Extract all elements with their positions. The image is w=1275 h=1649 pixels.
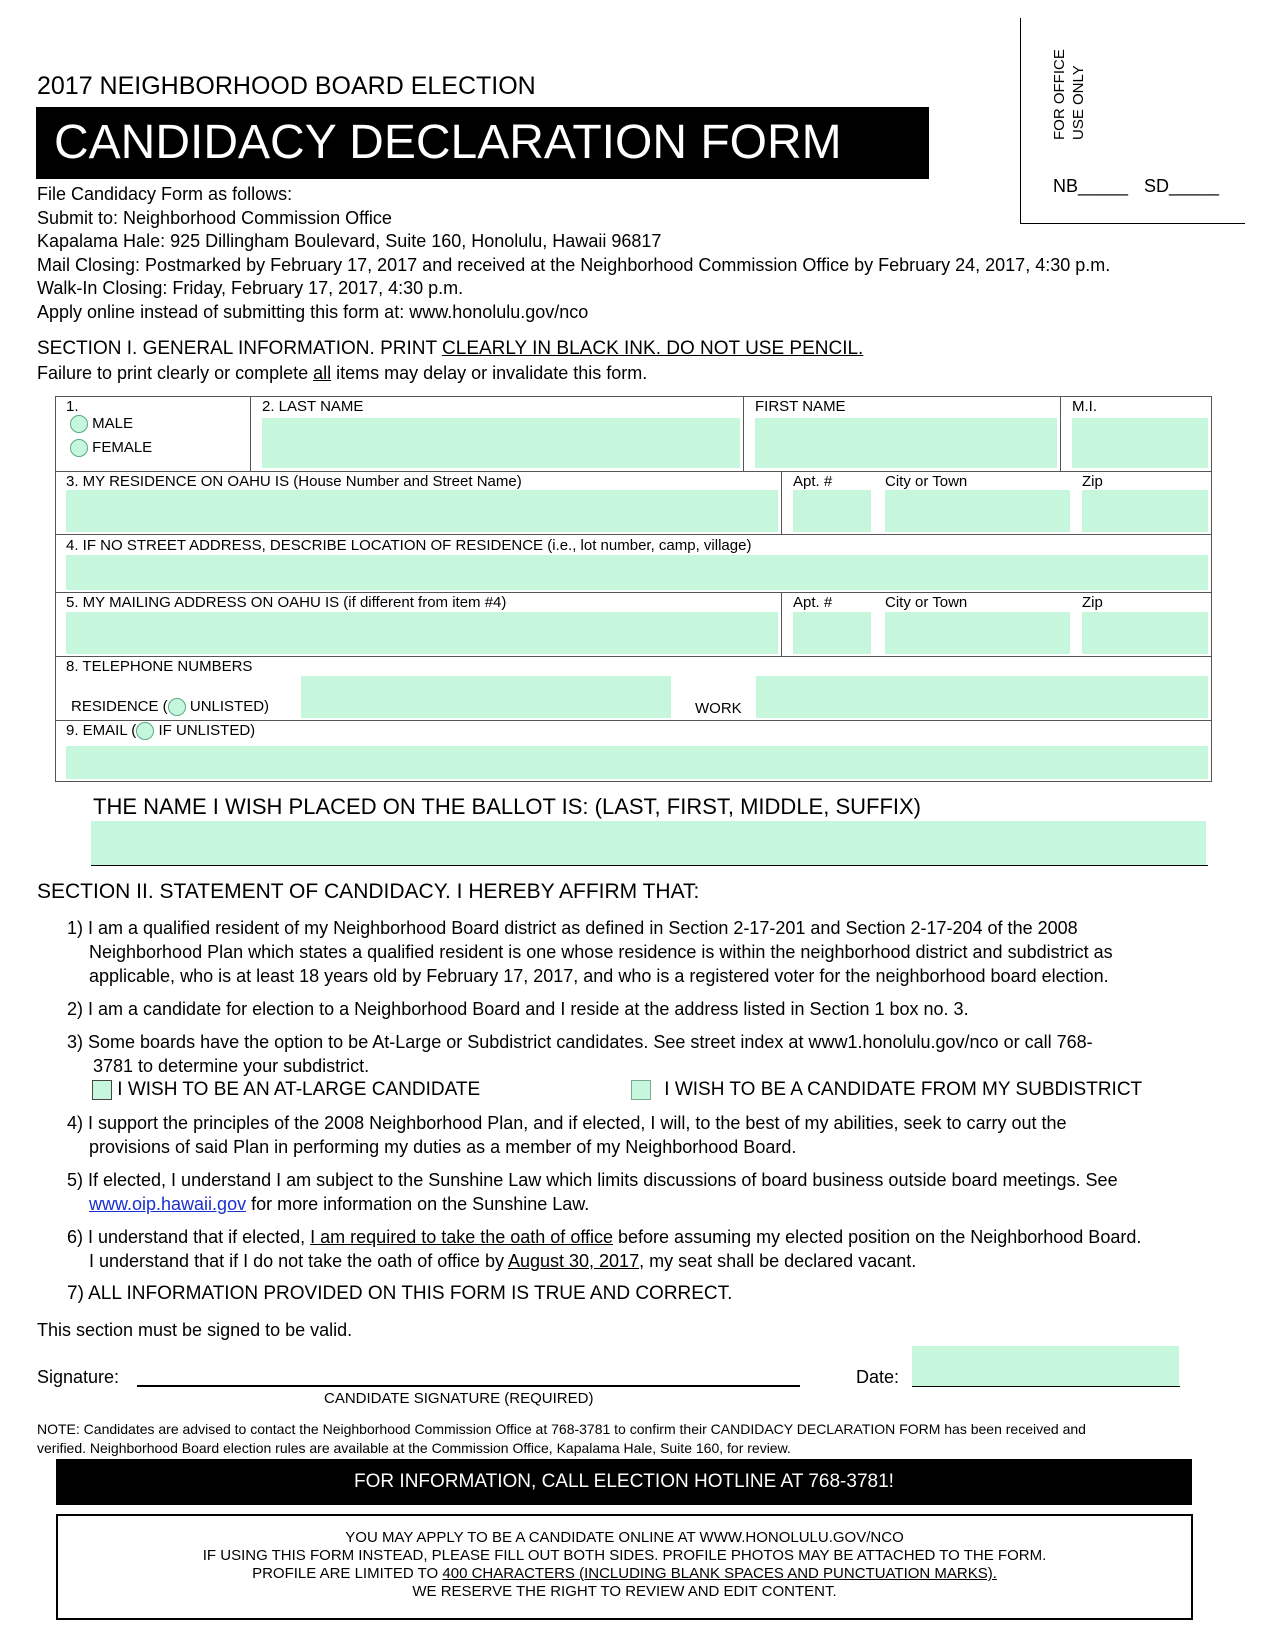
ballot-name-label: THE NAME I WISH PLACED ON THE BALLOT IS: (LAST, FIRST, MIDDLE, SUFFIX) (93, 794, 921, 819)
affirm-item-2: 2) I am a candidate for election to a Neighborhood Board and I reside at the address listed in Section 1 box no. 3. (67, 999, 969, 1019)
instr-line-3: Kapalama Hale: 925 Dillingham Boulevard, Suite 160, Honolulu, Hawaii 96817 (37, 231, 662, 251)
residence-phone-input[interactable] (301, 676, 671, 718)
signature-label: Signature: (37, 1367, 120, 1387)
form-title-banner (36, 107, 929, 179)
residence-phone-label: RESIDENCE ( UNLISTED) (71, 698, 270, 715)
affirm-item-3: 3) Some boards have the option to be At-Large or Subdistrict candidates. See street index at www1.honolulu.gov/nco or call 768- 3781 to determine your subdistrict. (67, 1032, 1093, 1076)
ballot-name-underline (91, 865, 1208, 866)
mailing-label: 5. MY MAILING ADDRESS ON OAHU IS (if different from item #4) (66, 594, 507, 611)
residence-unlisted-radio[interactable] (168, 698, 186, 716)
residence-city-label: City or Town (885, 473, 968, 490)
online-apply-box (56, 1514, 1193, 1620)
subdistrict-option[interactable] (631, 1079, 1142, 1101)
email-unlisted-radio[interactable] (136, 722, 154, 740)
first-name-label: FIRST NAME (755, 398, 846, 415)
gender-male-option[interactable] (70, 415, 133, 433)
instr-line-1: File Candidacy Form as follows: (37, 184, 293, 204)
instr-line-4: Mail Closing: Postmarked by February 17, 2017 and received at the Neighborhood Commission Office by February 24, 2017, 4:30 p.m. (37, 254, 1111, 275)
box-line-4: WE RESERVE THE RIGHT TO REVIEW AND EDIT CONTENT. (412, 1583, 837, 1600)
box-line-2: IF USING THIS FORM INSTEAD, PLEASE FILL OUT BOTH SIDES. PROFILE PHOTOS MAY BE ATTACHED TO THE FORM. (202, 1547, 1047, 1564)
section2-heading: SECTION II. STATEMENT OF CANDIDACY. I HEREBY AFFIRM THAT: (37, 880, 700, 903)
footer-note: NOTE: Candidates are advised to contact the Neighborhood Commission Office at 768-3781 to confirm their CANDIDACY DECLARATION FORM has been received and verified. Neighborhood Board election rules are available at the Commission Office, Kapalama Hale, Suite 160, for review. (37, 1421, 1086, 1456)
subdistrict-checkbox[interactable] (631, 1080, 651, 1100)
ballot-name-input[interactable] (91, 821, 1206, 865)
affirm-item-4: 4) I support the principles of the 2008 Neighborhood Plan, and if elected, I will, to the best of my abilities, seek to carry out the provisions of said Plan in performing my duties as a member of my Neighborhood Board. (67, 1113, 1067, 1157)
last-name-input[interactable] (262, 418, 740, 468)
residence-apt-input[interactable] (793, 490, 871, 532)
signature-line[interactable] (137, 1385, 800, 1387)
date-input[interactable] (912, 1346, 1179, 1386)
oip-link[interactable]: www.oip.hawaii.gov (89, 1194, 247, 1214)
residence-apt-label: Apt. # (793, 473, 833, 490)
no-street-label: 4. IF NO STREET ADDRESS, DESCRIBE LOCATION OF RESIDENCE (i.e., lot number, camp, village) (66, 537, 752, 554)
instr-line-6: Apply online instead of submitting this form at: www.honolulu.gov/nco (37, 301, 589, 322)
at-large-checkbox[interactable] (92, 1080, 112, 1100)
form-title: CANDIDACY DECLARATION FORM (54, 116, 842, 169)
male-label: MALE (92, 415, 134, 432)
female-label: FEMALE (92, 439, 153, 456)
instr-line-2: Submit to: Neighborhood Commission Office (37, 207, 392, 228)
signature-caption: CANDIDATE SIGNATURE (REQUIRED) (324, 1390, 594, 1407)
sd-field: SD_____ (1144, 176, 1220, 196)
section1-heading: SECTION I. GENERAL INFORMATION. PRINT CLEARLY IN BLACK INK. DO NOT USE PENCIL. (37, 338, 864, 359)
work-phone-label: WORK (695, 700, 742, 717)
instr-line-5: Walk-In Closing: Friday, February 17, 2017, 4:30 p.m. (37, 278, 464, 298)
date-line (912, 1386, 1180, 1387)
election-title: 2017 NEIGHBORHOOD BOARD ELECTION (37, 72, 536, 100)
affirm-item-7: 7) ALL INFORMATION PROVIDED ON THIS FORM IS TRUE AND CORRECT. (67, 1283, 733, 1304)
first-name-input[interactable] (755, 418, 1057, 468)
location-description-input[interactable] (66, 555, 1208, 590)
at-large-label: I WISH TO BE AN AT-LARGE CANDIDATE (117, 1079, 481, 1100)
mailing-zip-label: Zip (1082, 594, 1103, 611)
female-radio[interactable] (70, 439, 88, 457)
at-large-option[interactable] (92, 1079, 480, 1101)
work-phone-input[interactable] (756, 676, 1208, 718)
instructions (37, 183, 1110, 324)
field-1-label: 1. (66, 398, 79, 415)
signature-note: This section must be signed to be valid. (37, 1320, 353, 1340)
mailing-city-input[interactable] (885, 612, 1070, 654)
section1-note: Failure to print clearly or complete all items may delay or invalidate this form. (37, 363, 648, 383)
hotline-banner (56, 1459, 1192, 1505)
affirm-item-6: 6) I understand that if elected, I am required to take the oath of office before assuming my elected position on the Neighborhood Board. I understand that if I do not take the oath of office by August 30, 2017, my seat shall be declared vacant. (67, 1227, 1142, 1271)
residence-city-input[interactable] (885, 490, 1070, 532)
mailing-zip-input[interactable] (1082, 612, 1208, 654)
residence-zip-label: Zip (1082, 473, 1103, 490)
last-name-label: 2. LAST NAME (262, 398, 364, 415)
residence-label: 3. MY RESIDENCE ON OAHU IS (House Number and Street Name) (66, 473, 522, 490)
email-label: 9. EMAIL ( IF UNLISTED) (66, 722, 256, 739)
email-input[interactable] (66, 746, 1208, 779)
telephone-label: 8. TELEPHONE NUMBERS (66, 658, 253, 675)
hotline-text: FOR INFORMATION, CALL ELECTION HOTLINE AT 768-3781! (354, 1471, 894, 1492)
residence-zip-input[interactable] (1082, 490, 1208, 532)
mailing-apt-label: Apt. # (793, 594, 833, 611)
office-use-label: FOR OFFICE USE ONLY (1051, 49, 1087, 140)
mi-label: M.I. (1072, 398, 1097, 415)
mailing-city-label: City or Town (885, 594, 968, 611)
box-line-1: YOU MAY APPLY TO BE A CANDIDATE ONLINE AT WWW.HONOLULU.GOV/NCO (345, 1529, 904, 1546)
affirm-item-1: 1) I am a qualified resident of my Neighborhood Board district as defined in Section 2-17-201 and Section 2-17-204 of the 2008 Neighborhood Plan which states a qualified resident is one whose residence is within the neighborhood district and subdistrict as applicable, who is at least 18 years old by February 17, 2017, and who is a registered voter for the neighborhood board election. (67, 918, 1113, 986)
mailing-street-input[interactable] (66, 612, 778, 654)
male-radio[interactable] (70, 415, 88, 433)
mailing-apt-input[interactable] (793, 612, 871, 654)
subdistrict-label: I WISH TO BE A CANDIDATE FROM MY SUBDISTRICT (664, 1079, 1143, 1100)
residence-street-input[interactable] (66, 490, 778, 532)
date-label: Date: (856, 1367, 900, 1387)
gender-female-option[interactable] (70, 439, 152, 457)
nb-field: NB_____ (1053, 176, 1129, 196)
box-line-3: PROFILE ARE LIMITED TO 400 CHARACTERS (INCLUDING BLANK SPACES AND PUNCTUATION MARKS). (252, 1565, 997, 1582)
mi-input[interactable] (1072, 418, 1208, 468)
affirm-item-5: 5) If elected, I understand I am subject to the Sunshine Law which limits discussions of board business outside board meetings. See www.oip.hawaii.gov for more information on the Sunshine Law. (67, 1170, 1118, 1214)
